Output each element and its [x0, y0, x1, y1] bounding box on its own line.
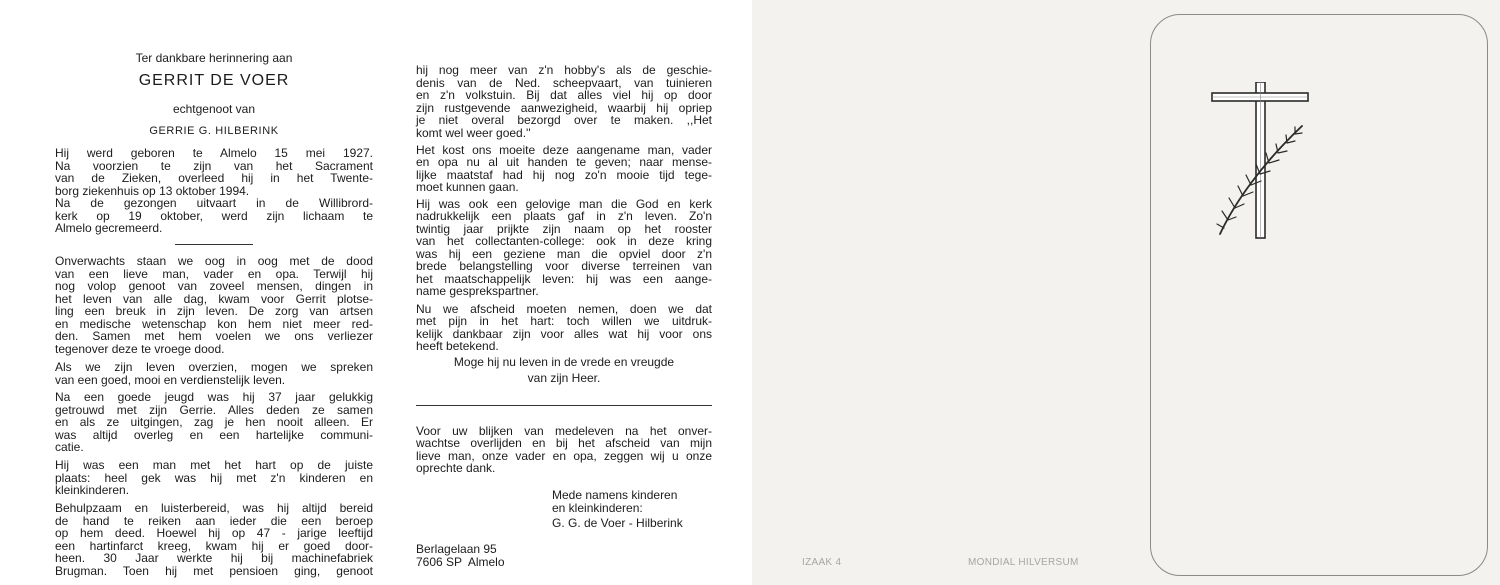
text-line: was altijd overleg en een hartelijke communi-: [55, 428, 373, 442]
text-line: heeft betekend.: [416, 339, 499, 353]
printer-name: MONDIAL HILVERSUM: [968, 557, 1079, 568]
bio-line: Hij werd geboren te Almelo 15 mei 1927.: [55, 146, 373, 160]
printer-code: IZAAK 4: [802, 557, 842, 568]
intro-line: Ter dankbare herinnering aan: [135, 51, 293, 65]
text-line: nadrukkelijk een plaats gaf in z'n leven. Zo'n: [416, 209, 712, 223]
text-line: Behulpzaam en luisterbereid, was hij altijd bereid: [55, 501, 373, 515]
text-line: lijke maatstaf had hij nog zo'n mooie tijd tege-: [416, 168, 712, 182]
text-line: plaats: heel gek was hij met z'n kinderen en: [55, 471, 373, 485]
deceased-name: GERRIT DE VOER: [138, 72, 290, 89]
cross-with-palm-icon: [1210, 82, 1310, 242]
signature-name: G. G. de Voer - Hilberink: [552, 516, 683, 530]
address-city: 7606 SP Almelo: [416, 555, 505, 569]
text-line: Onverwachts staan we oog in oog met de dood: [55, 254, 373, 268]
text-line: van een lieve man, vader en opa. Terwijl hij: [55, 267, 373, 281]
text-line: Hij was ook een gelovige man die God en kerk: [416, 197, 712, 211]
prayer-line: van zijn Heer.: [527, 371, 601, 385]
text-line: zijn rustgevende aanwezigheid, waarbij hij opriep: [416, 101, 712, 115]
text-line: nog volop genoot van zoveel mensen, dingen in: [55, 279, 373, 293]
text-line: je niet overal bezorgd over te maken. ,,Het: [416, 113, 712, 127]
text-line: van een goed, mooi en verdienstelijk leven.: [55, 373, 286, 387]
bio-line: kerk op 19 oktober, werd zijn lichaam te: [55, 209, 373, 223]
address-street: Berlagelaan 95: [416, 542, 497, 556]
text-line: Voor uw blijken van medeleven na het onver-: [416, 424, 712, 438]
signature-line: Mede namens kinderen: [552, 488, 678, 502]
text-line: Hij was een man met het hart op de juiste: [55, 458, 373, 472]
bio-line: van de Zieken, overleed hij in het Twente-: [55, 171, 373, 185]
text-line: wachtse overlijden en bij het afscheid van mijn: [416, 436, 712, 450]
text-line: denis van de Ned. scheepvaart, van tuinieren: [416, 76, 712, 90]
text-line: en medische wetenschap kon hem niet meer red-: [55, 317, 373, 331]
bio-line: Na voorzien te zijn van het Sacrament: [55, 159, 373, 173]
text-line: moet kunnen gaan.: [416, 180, 519, 194]
text-line: getrouwd met zijn Gerrie. Alles deden ze samen: [55, 403, 373, 417]
text-line: en opa nu al uit handen te geven; naar mense-: [416, 155, 712, 169]
text-line: met pijn in het hart: toch willen we uitdruk-: [416, 314, 712, 328]
bio-line: Almelo gecremeerd.: [55, 221, 163, 235]
text-line: de hand te reiken aan ieder die een beroep: [55, 514, 373, 528]
text-line: het leven van alle dag, kwam voor Gerrit plotse-: [55, 292, 373, 306]
text-line: heen. 30 Jaar werkte hij bij machinefabriek: [55, 551, 373, 565]
text-line: twintig jaar prijkte zijn naam op het rooster: [416, 222, 712, 236]
text-line: tegenover deze te vroege dood.: [55, 342, 225, 356]
separator-rule: [175, 244, 253, 245]
text-line: hij nog meer van z'n hobby's als de geschie-: [416, 63, 712, 77]
text-line: van het collectanten-college: ook in deze kring: [416, 234, 712, 248]
text-line: name gesprekspartner.: [416, 284, 539, 298]
text-line: was hij een geziene man die opviel door z'n: [416, 247, 712, 261]
prayer-line: Moge hij nu leven in de vrede en vreugde: [453, 355, 675, 369]
text-line: komt wel weer goed.'': [416, 126, 531, 140]
cover-frame: [1150, 14, 1488, 576]
text-line: catie.: [55, 440, 84, 454]
spouse-name: GERRIE G. HILBERINK: [149, 125, 279, 137]
bio-line: Na de gezongen uitvaart in de Willibrord-: [55, 196, 373, 210]
bio-line: borg ziekenhuis op 13 oktober 1994.: [55, 184, 250, 198]
separator-rule: [416, 405, 712, 406]
text-line: op hem deed. Hoewel hij op 47 - jarige leeftijd: [55, 526, 373, 540]
text-line: lieve man, onze vader en opa, zeggen wij u onze: [416, 449, 712, 463]
text-line: kelijk dankbaar zijn voor alles wat hij voor ons: [416, 327, 712, 341]
relation-line: echtgenoot van: [172, 102, 256, 116]
text-line: en z'n volkstuin. Bij dat alles viel hij op door: [416, 88, 712, 102]
text-line: een hartinfarct kreeg, kwam hij er goed door-: [55, 539, 373, 553]
text-line: Nu we afscheid moeten nemen, doen we dat: [416, 302, 712, 316]
text-line: Brugman. Toen hij met pensioen ging, genoot: [55, 564, 373, 578]
text-line: het maatschappelijk leven: hij was een aange-: [416, 272, 712, 286]
text-line: ling een breuk in zijn leven. De zorg van artsen: [55, 304, 373, 318]
text-line: den. Samen met hem voelen we ons verliezer: [55, 329, 373, 343]
signature-line: en kleinkinderen:: [552, 501, 643, 515]
text-line: brede belangstelling voor diverse terreinen van: [416, 259, 712, 273]
text-line: Het kost ons moeite deze aangename man, vader: [416, 143, 712, 157]
text-line: en als ze uitgingen, zag je hen nooit alleen. Er: [55, 415, 373, 429]
text-line: kleinkinderen.: [55, 483, 130, 497]
text-line: Na een goede jeugd was hij 37 jaar gelukkig: [55, 390, 373, 404]
text-line: oprechte dank.: [416, 461, 496, 475]
text-line: Als we zijn leven overzien, mogen we spreken: [55, 360, 373, 374]
